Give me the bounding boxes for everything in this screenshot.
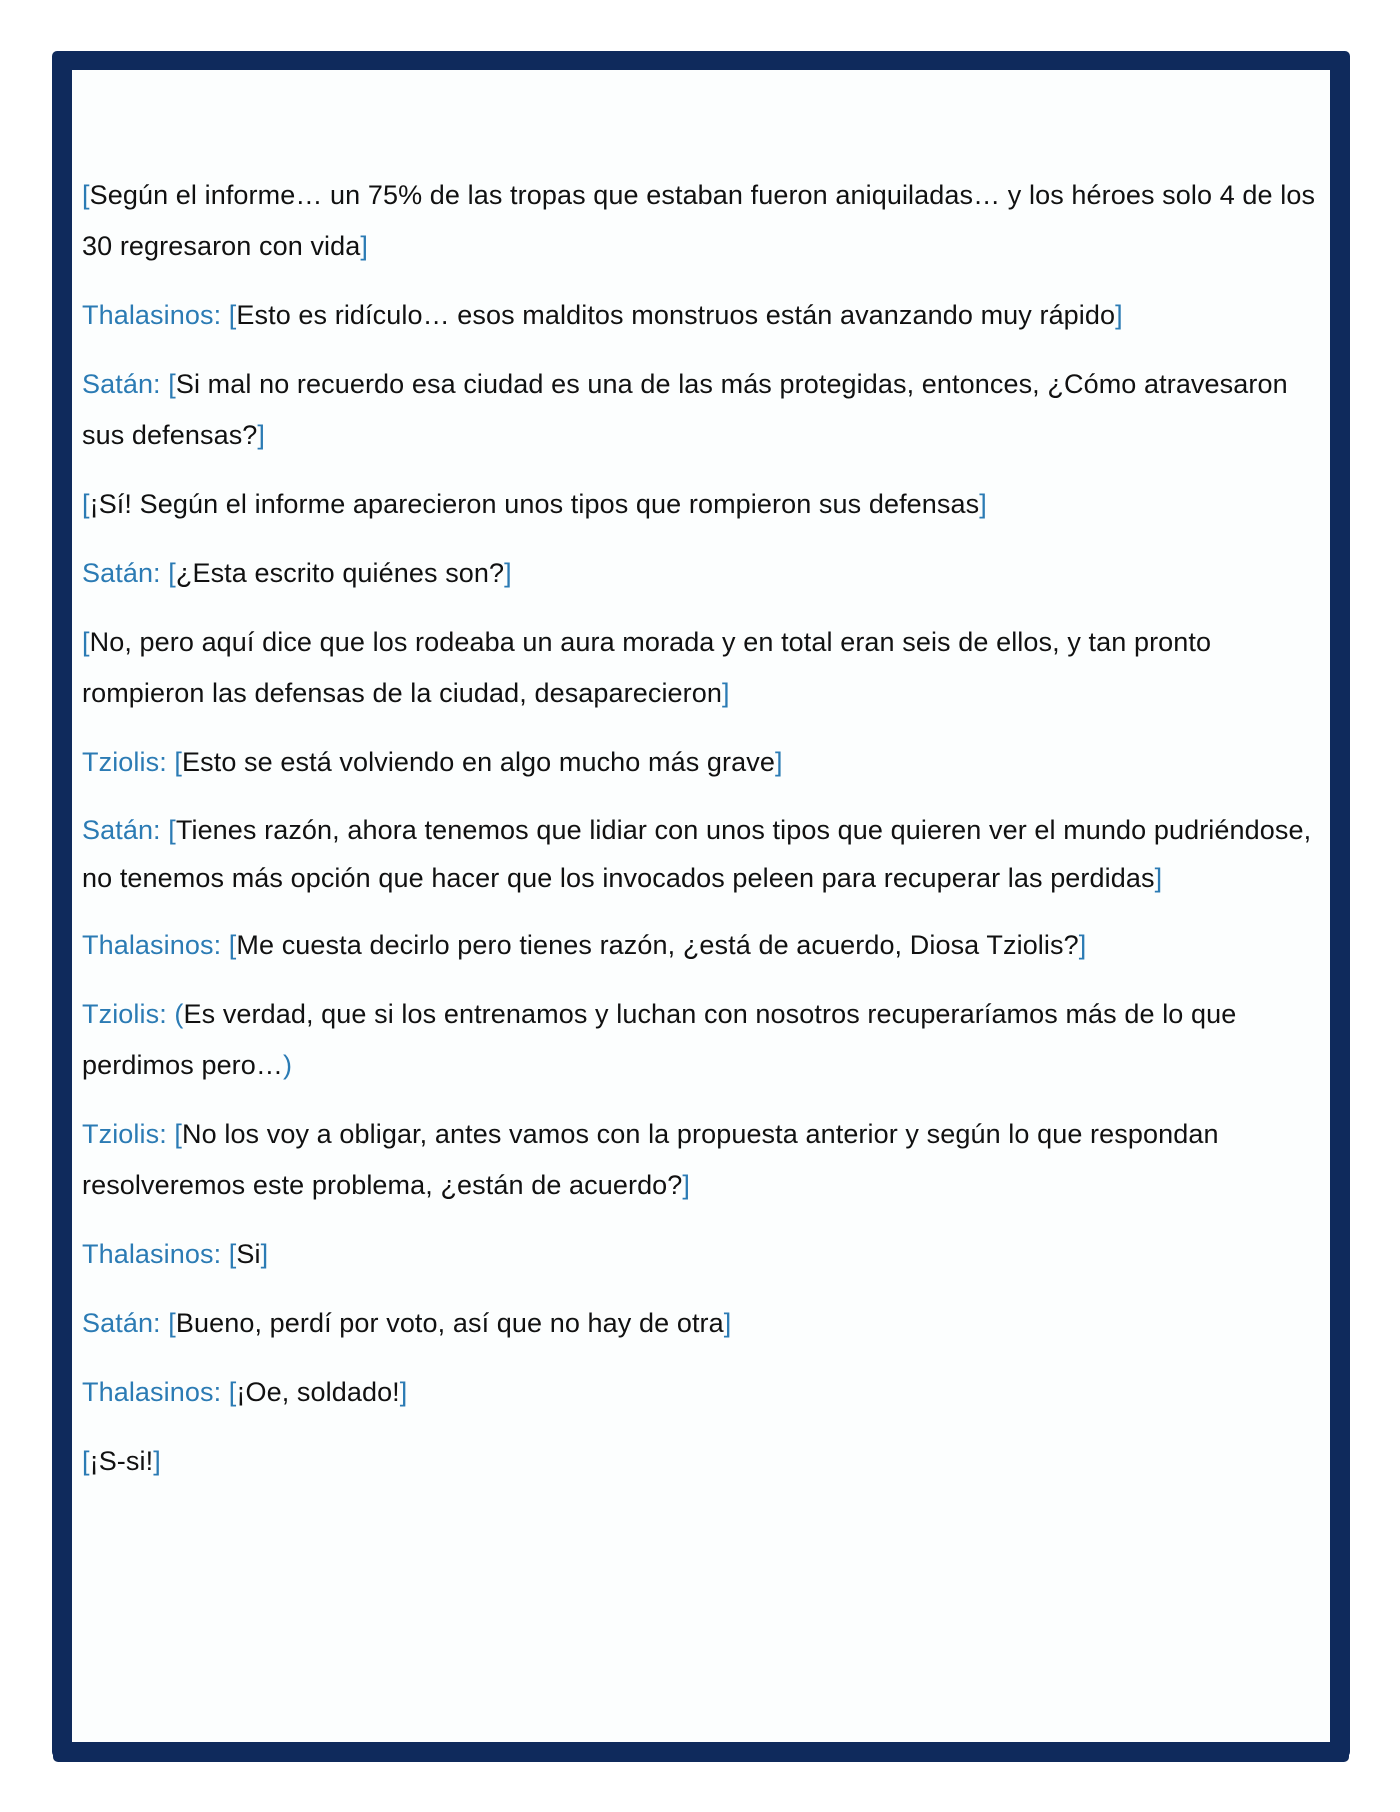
- dialogue-line: [82, 1436, 1316, 1487]
- dialogue-line: [82, 359, 1316, 461]
- close-bracket: ]: [399, 1377, 408, 1407]
- line-text: ¡Sí! Según el informe aparecieron unos tipos que rompieron sus defensas: [89, 489, 980, 519]
- open-bracket: [: [168, 815, 176, 845]
- open-bracket: [: [82, 489, 90, 519]
- line-text: Esto se está volviendo en algo mucho más grave: [182, 747, 775, 777]
- speaker-label: Satán:: [82, 558, 169, 588]
- close-bracket: ]: [682, 1170, 691, 1200]
- line-text: Si mal no recuerdo esa ciudad es una de las más protegidas, entonces, ¿Cómo atravesaron sus defensas?: [82, 369, 1288, 450]
- open-bracket: [: [228, 1377, 237, 1407]
- dialogue-line: [82, 548, 1316, 599]
- open-bracket: [: [174, 747, 183, 777]
- open-bracket: [: [168, 369, 176, 399]
- speaker-label: Satán:: [82, 815, 169, 845]
- line-text: Es verdad, que si los entrenamos y luchan con nosotros recuperaríamos más de lo que perdimos pero…: [82, 999, 1237, 1080]
- open-bracket: [: [82, 627, 90, 657]
- open-bracket: [: [228, 1239, 237, 1269]
- dialogue-line: [82, 737, 1316, 788]
- dialogue-line: [82, 479, 1316, 530]
- open-bracket: [: [228, 300, 237, 330]
- open-bracket: [: [168, 558, 176, 588]
- speaker-label: Tziolis:: [82, 999, 175, 1029]
- close-bracket: ]: [257, 420, 266, 450]
- line-text: Tienes razón, ahora tenemos que lidiar con unos tipos que quieren ver el mundo pudriéndose, no tenemos más opción que hacer que los invocados peleen para recuperar las perdidas: [82, 815, 1312, 893]
- dialogue-line: [82, 1367, 1316, 1418]
- speaker-label: Thalasinos:: [82, 1377, 229, 1407]
- line-text: Si: [236, 1239, 261, 1269]
- line-text: Bueno, perdí por voto, así que no hay de otra: [175, 1308, 724, 1338]
- dialogue-line: [82, 290, 1316, 341]
- close-bracket: ]: [722, 678, 730, 708]
- open-paren: (: [174, 999, 184, 1029]
- speaker-label: Satán:: [82, 369, 169, 399]
- dialogue-line: [82, 1229, 1316, 1280]
- open-bracket: [: [174, 1119, 183, 1149]
- line-text: ¡S-si!: [89, 1446, 154, 1476]
- close-bracket: ]: [260, 1239, 269, 1269]
- speaker-label: Thalasinos:: [82, 930, 229, 960]
- speaker-label: Thalasinos:: [82, 300, 229, 330]
- line-text: No, pero aquí dice que los rodeaba un aura morada y en total eran seis de ellos, y tan pronto rompieron las defensas de la ciudad, desaparecieron: [82, 627, 1212, 708]
- open-bracket: [: [82, 180, 90, 210]
- line-text: Según el informe… un 75% de las tropas que estaban fueron aniquiladas… y los héroes solo 4 de los 30 regresaron con vida: [82, 180, 1316, 261]
- speaker-label: Thalasinos:: [82, 1239, 229, 1269]
- dialogue-line: [82, 1109, 1316, 1211]
- dialogue-line: [82, 989, 1316, 1091]
- open-bracket: [: [228, 930, 237, 960]
- close-bracket: ]: [1115, 300, 1123, 330]
- open-bracket: [: [82, 1446, 90, 1476]
- dialogue-line: [82, 1298, 1316, 1349]
- speaker-label: Tziolis:: [82, 1119, 175, 1149]
- speaker-label: Tziolis:: [82, 747, 175, 777]
- close-bracket: ]: [774, 747, 783, 777]
- page-border-frame: [56, 54, 1346, 1758]
- dialogue-line: [82, 170, 1316, 272]
- dialogue-line: [82, 920, 1316, 971]
- close-bracket: ]: [1154, 863, 1163, 893]
- dialogue-body: [82, 170, 1316, 1505]
- line-text: No los voy a obligar, antes vamos con la propuesta anterior y según lo que respondan resolveremos este problema, ¿están de acuerdo?: [82, 1119, 1219, 1200]
- close-bracket: ]: [153, 1446, 161, 1476]
- speaker-label: Satán:: [82, 1308, 169, 1338]
- dialogue-line: [82, 617, 1316, 719]
- line-text: Esto es ridículo… esos malditos monstruos están avanzando muy rápido: [236, 300, 1116, 330]
- close-bracket: ]: [504, 558, 512, 588]
- document-page: [72, 70, 1330, 1742]
- close-bracket: ]: [360, 231, 368, 261]
- dialogue-line: [82, 806, 1316, 902]
- line-text: ¡Oe, soldado!: [236, 1377, 400, 1407]
- line-text: Me cuesta decirlo pero tienes razón, ¿está de acuerdo, Diosa Tziolis?: [236, 930, 1079, 960]
- close-paren: ): [283, 1050, 293, 1080]
- close-bracket: ]: [979, 489, 987, 519]
- close-bracket: ]: [723, 1308, 732, 1338]
- line-text: ¿Esta escrito quiénes son?: [175, 558, 505, 588]
- open-bracket: [: [168, 1308, 176, 1338]
- close-bracket: ]: [1078, 930, 1087, 960]
